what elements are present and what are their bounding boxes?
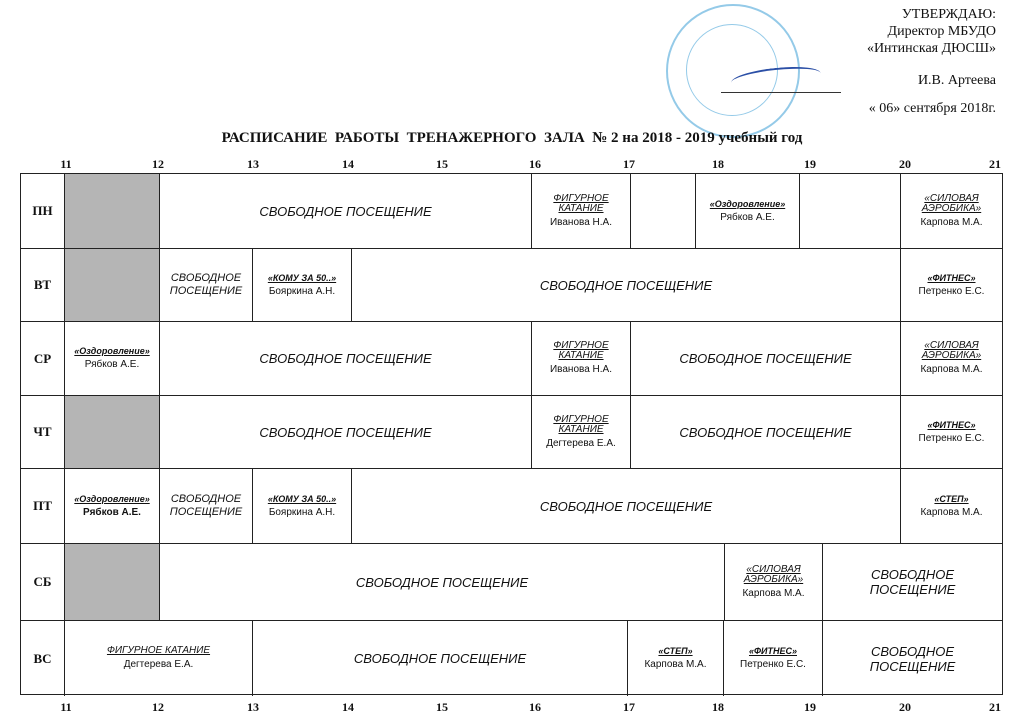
activity-name: «СИЛОВАЯ АЭРОБИКА» bbox=[921, 340, 982, 361]
free-slot bbox=[351, 469, 900, 543]
trainer-name: Бояркина А.Н. bbox=[268, 285, 336, 297]
free-slot bbox=[630, 322, 900, 395]
class-slot bbox=[723, 621, 822, 696]
row-monday bbox=[21, 174, 1002, 248]
empty-slot bbox=[799, 174, 900, 248]
free-slot bbox=[630, 396, 900, 468]
hour-label: 11 bbox=[60, 700, 72, 714]
break-cell bbox=[64, 396, 159, 468]
trainer-name: Рябков А.Е. bbox=[84, 359, 140, 370]
row-tuesday bbox=[21, 248, 1002, 321]
class-slot bbox=[531, 322, 630, 395]
class-slot bbox=[900, 174, 1002, 248]
class-slot bbox=[900, 396, 1002, 468]
hour-label: 21 bbox=[989, 157, 1001, 171]
hour-label: 19 bbox=[804, 157, 816, 171]
hour-label: 13 bbox=[247, 157, 259, 171]
row-friday bbox=[21, 468, 1002, 543]
free-label: СВОБОДНОЕ ПОСЕЩЕНИЕ bbox=[169, 272, 243, 297]
free-label: СВОБОДНОЕ ПОСЕЩЕНИЕ bbox=[539, 277, 713, 293]
activity-name: «ФИТНЕС» bbox=[927, 419, 976, 430]
free-slot bbox=[159, 174, 531, 248]
activity-name: ФИГУРНОЕ КАТАНИЕ bbox=[553, 340, 609, 361]
hour-label: 13 bbox=[247, 700, 259, 714]
trainer-name: Карпова М.А. bbox=[920, 506, 983, 518]
hour-label: 17 bbox=[623, 157, 635, 171]
row-thursday bbox=[21, 395, 1002, 468]
class-slot bbox=[900, 322, 1002, 395]
class-slot bbox=[724, 544, 822, 620]
activity-name: «Оздоровление» bbox=[709, 198, 786, 209]
free-label: СВОБОДНОЕ ПОСЕЩЕНИЕ bbox=[679, 424, 852, 440]
row-sunday bbox=[21, 620, 1002, 696]
activity-name: ФИГУРНОЕ КАТАНИЕ bbox=[553, 192, 609, 214]
trainer-name: Рябков А.Е. bbox=[83, 506, 141, 518]
hour-label: 18 bbox=[712, 157, 724, 171]
trainer-name: Карпова М.А. bbox=[742, 587, 805, 599]
document-title: РАСПИСАНИЕ РАБОТЫ ТРЕНАЖЕРНОГО ЗАЛА № 2 на 2018 - 2019 учебный год bbox=[221, 130, 803, 146]
free-slot bbox=[252, 621, 627, 696]
class-slot bbox=[695, 174, 799, 248]
trainer-name: Бояркина А.Н. bbox=[268, 506, 336, 518]
trainer-name: Рябков А.Е. bbox=[720, 211, 775, 223]
approval-block bbox=[666, 6, 996, 121]
day-label: ВС bbox=[33, 650, 52, 666]
activity-name: ФИГУРНОЕ КАТАНИЕ bbox=[106, 645, 211, 656]
schedule-table bbox=[20, 173, 1003, 695]
day-label: ВТ bbox=[33, 277, 52, 292]
hour-label: 16 bbox=[529, 700, 541, 714]
class-slot bbox=[900, 469, 1002, 543]
hour-label: 14 bbox=[342, 157, 354, 171]
trainer-name: Карпова М.А. bbox=[644, 659, 707, 670]
trainer-name: Петренко Е.С. bbox=[918, 285, 985, 297]
day-label: ЧТ bbox=[33, 424, 52, 439]
trainer-name: Петренко Е.С. bbox=[740, 659, 806, 670]
hour-label: 21 bbox=[989, 700, 1001, 714]
hour-label: 12 bbox=[152, 700, 164, 714]
free-label: СВОБОДНОЕ ПОСЕЩЕНИЕ bbox=[869, 567, 956, 597]
free-label: СВОБОДНОЕ ПОСЕЩЕНИЕ bbox=[259, 203, 432, 219]
row-wednesday bbox=[21, 321, 1002, 395]
free-label: СВОБОДНОЕ ПОСЕЩЕНИЕ bbox=[355, 574, 529, 590]
empty-slot bbox=[630, 174, 695, 248]
free-label: СВОБОДНОЕ ПОСЕЩЕНИЕ bbox=[169, 493, 243, 518]
row-saturday bbox=[21, 543, 1002, 620]
free-slot bbox=[159, 396, 531, 468]
hour-label: 12 bbox=[152, 157, 164, 171]
activity-name: «СТЕП» bbox=[934, 493, 969, 504]
class-slot bbox=[531, 174, 630, 248]
hour-label: 17 bbox=[623, 700, 635, 714]
class-slot bbox=[64, 322, 159, 395]
activity-name: «КОМУ ЗА 50..» bbox=[267, 272, 337, 283]
activity-name: ФИГУРНОЕ КАТАНИЕ bbox=[553, 413, 609, 435]
class-slot bbox=[64, 621, 252, 696]
free-slot bbox=[159, 322, 531, 395]
trainer-name: Иванова Н.А. bbox=[549, 216, 613, 228]
activity-name: «КОМУ ЗА 50..» bbox=[267, 493, 337, 504]
break-cell bbox=[64, 249, 159, 321]
day-label: СБ bbox=[33, 574, 52, 589]
free-label: СВОБОДНОЕ ПОСЕЩЕНИЕ bbox=[259, 351, 432, 366]
hour-label: 15 bbox=[436, 157, 448, 171]
class-slot bbox=[252, 469, 351, 543]
free-slot bbox=[159, 544, 724, 620]
activity-name: «Оздоровление» bbox=[74, 493, 150, 504]
class-slot bbox=[531, 396, 630, 468]
trainer-name: Иванова Н.А. bbox=[549, 364, 613, 375]
day-label: ПТ bbox=[33, 498, 52, 513]
class-slot bbox=[64, 469, 159, 543]
hour-label: 16 bbox=[529, 157, 541, 171]
activity-name: «СИЛОВАЯ АЭРОБИКА» bbox=[743, 563, 804, 585]
activity-name: «Оздоровление» bbox=[74, 346, 150, 356]
approval-signer: И.В. Артеева bbox=[917, 73, 996, 88]
class-slot bbox=[252, 249, 351, 321]
break-cell bbox=[64, 174, 159, 248]
free-slot bbox=[351, 249, 900, 321]
hour-label: 18 bbox=[712, 700, 724, 714]
free-slot bbox=[159, 249, 252, 321]
free-label: СВОБОДНОЕ ПОСЕЩЕНИЕ bbox=[539, 498, 713, 514]
hour-label: 20 bbox=[899, 157, 911, 171]
approval-heading: УТВЕРЖДАЮ: bbox=[901, 7, 996, 22]
trainer-name: Дегтерева Е.А. bbox=[123, 659, 194, 670]
trainer-name: Дегтерева Е.А. bbox=[546, 437, 616, 449]
hour-label: 19 bbox=[804, 700, 816, 714]
activity-name: «ФИТНЕС» bbox=[927, 272, 976, 283]
trainer-name: Карпова М.А. bbox=[920, 364, 983, 375]
class-slot bbox=[900, 249, 1002, 321]
approval-date: « 06» сентября 2018г. bbox=[868, 101, 996, 116]
break-cell bbox=[64, 544, 159, 620]
day-label: СР bbox=[33, 350, 52, 366]
hour-label: 20 bbox=[899, 700, 911, 714]
activity-name: «СТЕП» bbox=[658, 646, 693, 656]
free-label: СВОБОДНОЕ ПОСЕЩЕНИЕ bbox=[679, 351, 852, 366]
free-label: СВОБОДНОЕ ПОСЕЩЕНИЕ bbox=[259, 424, 432, 440]
approval-position: Директор МБУДО bbox=[887, 24, 996, 39]
hour-label: 11 bbox=[60, 157, 72, 171]
free-slot bbox=[822, 544, 1002, 620]
trainer-name: Карпова М.А. bbox=[920, 216, 983, 228]
activity-name: «ФИТНЕС» bbox=[748, 646, 797, 656]
hour-label: 15 bbox=[436, 700, 448, 714]
trainer-name: Петренко Е.С. bbox=[918, 432, 985, 444]
free-label: СВОБОДНОЕ ПОСЕЩЕНИЕ bbox=[353, 651, 527, 666]
signature bbox=[721, 64, 841, 93]
activity-name: «СИЛОВАЯ АЭРОБИКА» bbox=[921, 192, 982, 214]
free-label: СВОБОДНОЕ ПОСЕЩЕНИЕ bbox=[869, 643, 956, 674]
hour-label: 14 bbox=[342, 700, 354, 714]
free-slot bbox=[822, 621, 1002, 696]
hour-ruler-top bbox=[0, 157, 1024, 171]
day-label: ПН bbox=[32, 203, 53, 218]
free-slot bbox=[159, 469, 252, 543]
approval-organization: «Интинская ДЮСШ» bbox=[866, 41, 996, 56]
hour-ruler-bottom bbox=[0, 700, 1024, 714]
class-slot bbox=[627, 621, 723, 696]
